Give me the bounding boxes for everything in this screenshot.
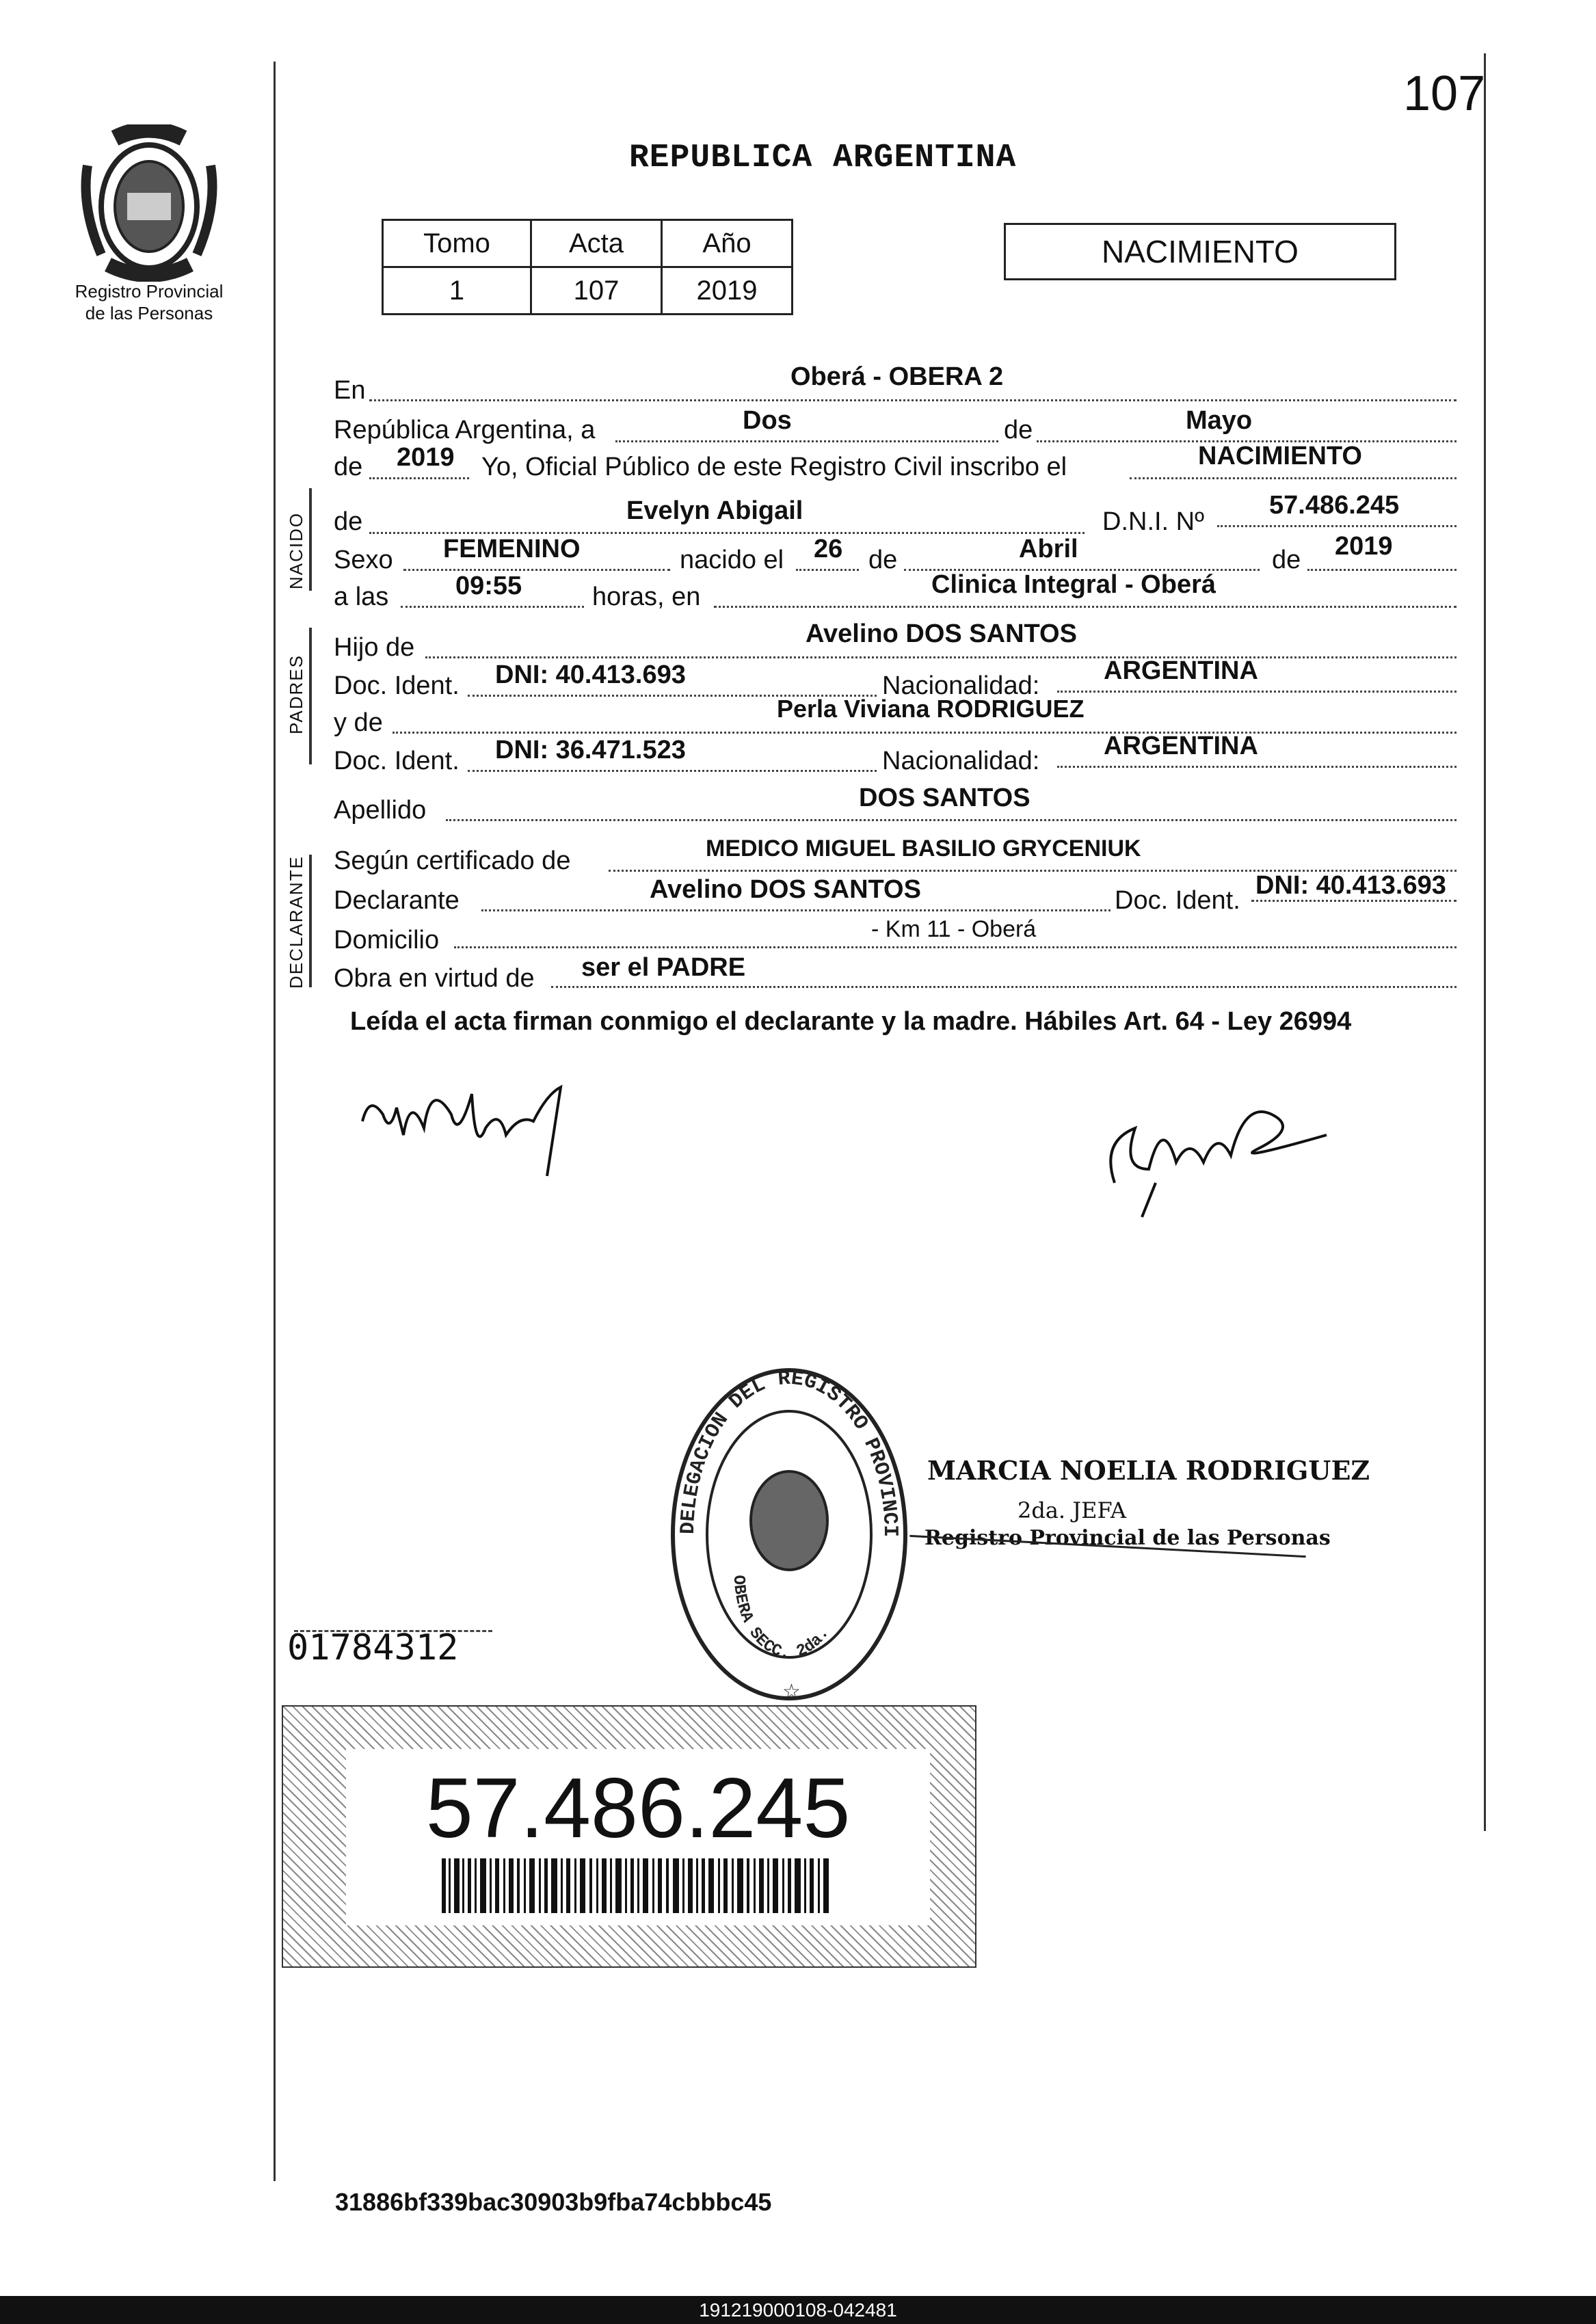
label-de: de [1004, 416, 1033, 444]
value-mother-nationality: ARGENTINA [1104, 732, 1258, 760]
dotted-line [369, 532, 1085, 534]
value-declarant: Avelino DOS SANTOS [650, 875, 921, 904]
label-segun-certificado: Según certificado de [334, 846, 571, 875]
official-signature [1094, 1087, 1340, 1227]
value-place: Oberá - OBERA 2 [790, 362, 1004, 391]
value-mother: Perla Viviana RODRIGUEZ [777, 695, 1085, 723]
label-doc-ident-declarant: Doc. Ident. [1115, 886, 1240, 915]
label-nacido-el: nacido el [680, 546, 784, 574]
label-yo-oficial: Yo, Oficial Público de este Registro Civil inscribo el [481, 453, 1067, 481]
dotted-line [481, 909, 1110, 911]
dotted-line [714, 606, 1457, 608]
svg-text:☆: ☆ [782, 1681, 801, 1703]
dni-label-number: 57.486.245 [425, 1761, 851, 1856]
ref-value-tomo: 1 [383, 267, 531, 315]
dotted-line [796, 569, 859, 571]
label-doc-ident-mother: Doc. Ident. [334, 747, 460, 775]
svg-text:OBERA SECC. 2da. [729, 1575, 834, 1663]
value-sexo: FEMENINO [443, 535, 581, 563]
label-de-name: de [334, 507, 363, 536]
footer-code: 191219000108-042481 [0, 2296, 1596, 2324]
ref-value-acta: 107 [531, 267, 662, 315]
value-year: 2019 [397, 443, 455, 472]
seal-inner-text: OBERA SECC. 2da. [728, 1575, 834, 1664]
document-type-box: NACIMIENTO [1004, 223, 1396, 280]
label-apellido: Apellido [334, 796, 427, 825]
ref-header-ano: Año [662, 220, 793, 267]
value-month: Mayo [1186, 406, 1253, 435]
label-de-birth-year: de [1272, 546, 1301, 574]
value-inscribed: NACIMIENTO [1198, 442, 1362, 470]
dotted-line [1217, 525, 1457, 527]
right-margin-line [1484, 53, 1486, 1831]
document-hash: 31886bf339bac30903b9fba74cbbbc45 [335, 2188, 772, 2216]
label-y-de: y de [334, 708, 383, 737]
dotted-line [468, 770, 877, 772]
label-republica: República Argentina, a [334, 416, 596, 444]
dotted-line [369, 399, 1457, 401]
dotted-line [1057, 691, 1457, 693]
ref-header-acta: Acta [531, 220, 662, 267]
dni-barcode [442, 1858, 834, 1913]
value-address: - Km 11 - Oberá [871, 916, 1037, 942]
official-name: MARCIA NOELIA RODRIGUEZ [927, 1455, 1370, 1486]
dotted-line [1307, 569, 1457, 571]
dotted-line [393, 732, 1457, 734]
dotted-line [615, 440, 998, 442]
dotted-line [425, 656, 1457, 658]
issuer-caption [41, 280, 257, 324]
issuer-line-1: Registro Provincial [75, 281, 224, 302]
serial-stamp-number: 01784312 [287, 1627, 459, 1668]
seal-outer-text: DELEGACION DEL REGISTRO PROVINCI [676, 1367, 902, 1538]
section-bar-padres [309, 628, 312, 764]
value-certifier: MEDICO MIGUEL BASILIO GRYCENIUK [706, 836, 1141, 862]
value-day: Dos [743, 406, 792, 435]
document-title: REPUBLICA ARGENTINA [629, 139, 1017, 176]
province-coat-of-arms-logo [74, 124, 224, 282]
label-declarante: Declarante [334, 886, 460, 915]
label-de-birth-month: de [868, 546, 898, 574]
dotted-line [401, 606, 584, 608]
label-hijo-de: Hijo de [334, 633, 415, 662]
official-role: 2da. JEFA [1018, 1497, 1126, 1523]
value-time: 09:55 [455, 572, 522, 600]
section-bar-declarante [309, 855, 312, 987]
label-domicilio: Domicilio [334, 926, 440, 954]
value-name: Evelyn Abigail [626, 496, 803, 525]
reference-table [382, 219, 793, 315]
value-mother-doc: DNI: 36.471.523 [495, 736, 686, 764]
value-father: Avelino DOS SANTOS [806, 619, 1077, 648]
dotted-line [454, 946, 1457, 948]
value-birth-day: 26 [814, 535, 843, 563]
ref-value-ano: 2019 [662, 267, 793, 315]
label-a-las: a las [334, 583, 389, 611]
dotted-line [446, 819, 1457, 821]
dotted-line [1130, 477, 1457, 479]
dotted-line [1057, 766, 1457, 768]
section-label-declarante: DECLARANTE [286, 855, 306, 989]
ref-header-tomo: Tomo [383, 220, 531, 267]
value-surname: DOS SANTOS [859, 784, 1030, 812]
label-nacionalidad-father: Nacionalidad: [882, 671, 1040, 700]
label-dni: D.N.I. Nº [1102, 507, 1204, 536]
section-bar-nacido [309, 488, 312, 591]
dotted-line [551, 986, 1457, 988]
value-declarant-doc: DNI: 40.413.693 [1255, 871, 1446, 900]
left-margin-line [274, 62, 276, 2181]
section-label-padres: PADRES [286, 654, 306, 734]
dotted-line [369, 477, 469, 479]
label-sexo: Sexo [334, 546, 393, 574]
dotted-line [403, 569, 670, 571]
value-birth-place: Clinica Integral - Oberá [931, 570, 1216, 599]
issuer-line-2: de las Personas [85, 303, 213, 323]
official-office: Registro Provincial de las Personas [925, 1526, 1331, 1550]
page-number: 107 [1403, 66, 1486, 121]
legal-statement: Leída el acta firman conmigo el declarante y la madre. Hábiles Art. 64 - Ley 26994 [350, 1007, 1352, 1036]
section-label-nacido: NACIDO [286, 511, 306, 589]
label-obra-en-virtud: Obra en virtud de [334, 964, 535, 993]
value-dni: 57.486.245 [1269, 491, 1400, 520]
value-capacity: ser el PADRE [581, 953, 746, 982]
declarant-signature [356, 1053, 574, 1193]
value-father-doc: DNI: 40.413.693 [495, 660, 686, 689]
label-doc-ident-father: Doc. Ident. [334, 671, 460, 700]
value-father-nationality: ARGENTINA [1104, 656, 1258, 685]
value-birth-year: 2019 [1335, 532, 1393, 561]
label-horas-en: horas, en [592, 583, 701, 611]
label-nacionalidad-mother: Nacionalidad: [882, 747, 1040, 775]
label-en: En [334, 376, 366, 405]
official-seal [659, 1357, 919, 1715]
label-de-year: de [334, 453, 363, 481]
value-birth-month: Abril [1019, 535, 1078, 563]
